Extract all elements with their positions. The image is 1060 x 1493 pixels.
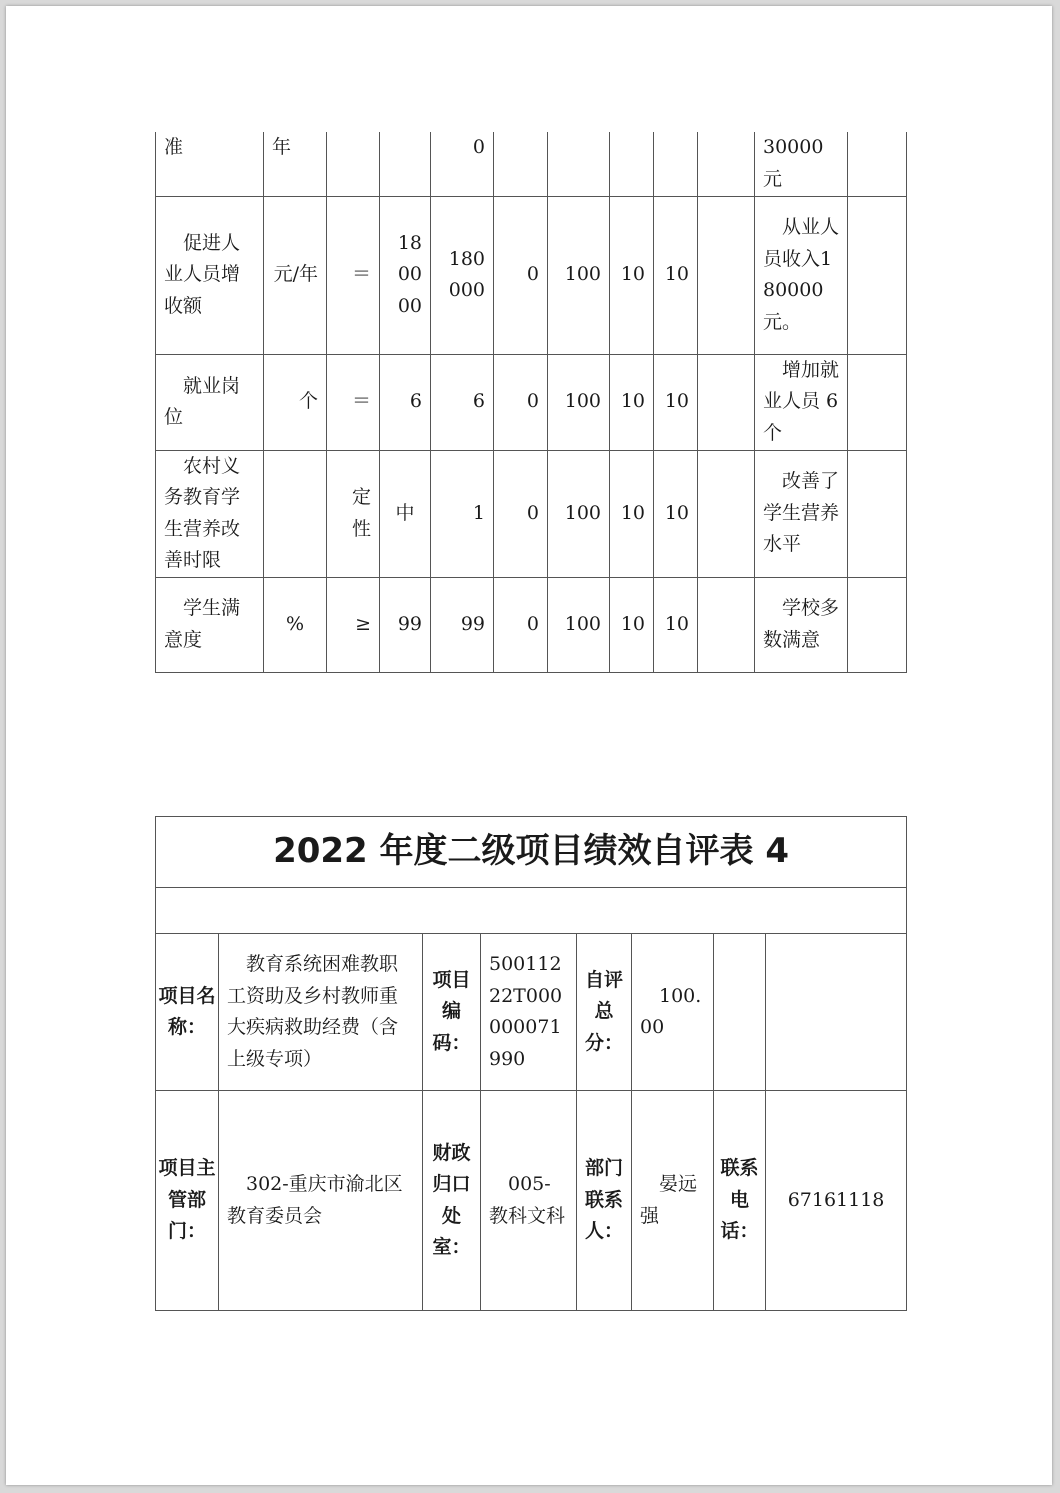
table-row [156, 132, 907, 196]
indicator-col7: 100 [548, 577, 610, 672]
indicator-col12 [848, 354, 907, 450]
form-title-row [156, 817, 907, 888]
project-code-value: 50011222T000000071990 [481, 934, 577, 1091]
indicator-col12 [848, 450, 907, 577]
indicator-col6: 0 [494, 577, 548, 672]
indicator-name: 学生满意度 [156, 577, 264, 672]
indicator-target: 6 [380, 354, 431, 450]
dept-value: 302-重庆市渝北区教育委员会 [219, 1091, 423, 1311]
blank-cell [156, 888, 907, 934]
indicator-col8 [610, 132, 654, 196]
indicator-col9: 10 [654, 450, 698, 577]
indicator-unit: % [264, 577, 327, 672]
indicator-actual: 180000 [431, 196, 494, 354]
dept-label: 项目主管部门： [156, 1091, 219, 1311]
indicator-note: 学校多数满意 [755, 577, 848, 672]
indicator-col8: 10 [610, 354, 654, 450]
indicator-name: 就业岗位 [156, 354, 264, 450]
indicator-operator: ＝ [327, 196, 380, 354]
indicator-note: 改善了学生营养水平 [755, 450, 848, 577]
empty-cell [714, 934, 766, 1091]
indicator-col7: 100 [548, 354, 610, 450]
self-score-value: 100.00 [632, 934, 714, 1091]
table-row [156, 196, 907, 354]
indicator-actual: 6 [431, 354, 494, 450]
finance-office-label: 财政归口处室： [423, 1091, 481, 1311]
form-blank-row [156, 888, 907, 934]
indicator-target: 99 [380, 577, 431, 672]
table-row [156, 1091, 907, 1311]
self-evaluation-form [155, 816, 907, 1311]
indicator-col6: 0 [494, 196, 548, 354]
indicator-col10 [698, 196, 755, 354]
indicator-unit [264, 450, 327, 577]
indicator-note: 30000元 [755, 132, 848, 196]
indicator-col12 [848, 132, 907, 196]
indicator-col8: 10 [610, 577, 654, 672]
indicator-col7 [548, 132, 610, 196]
indicator-col8: 10 [610, 450, 654, 577]
indicator-operator: ≥ [327, 577, 380, 672]
indicator-actual: 0 [431, 132, 494, 196]
project-name-label: 项目名称： [156, 934, 219, 1091]
indicator-col12 [848, 577, 907, 672]
indicator-col6: 0 [494, 450, 548, 577]
indicator-target [380, 132, 431, 196]
indicator-name: 农村义务教育学生营养改善时限 [156, 450, 264, 577]
indicator-col7: 100 [548, 196, 610, 354]
indicator-operator: ＝ [327, 354, 380, 450]
table-row [156, 354, 907, 450]
indicator-col7: 100 [548, 450, 610, 577]
form-title: 2022 年度二级项目绩效自评表 4 [156, 817, 907, 888]
indicator-col10 [698, 132, 755, 196]
contact-label: 部门联系人： [577, 1091, 632, 1311]
indicator-actual: 99 [431, 577, 494, 672]
indicator-col10 [698, 577, 755, 672]
indicator-unit: 元/年 [264, 196, 327, 354]
indicator-col8: 10 [610, 196, 654, 354]
phone-label: 联系电话： [714, 1091, 766, 1311]
indicator-col9 [654, 132, 698, 196]
table-row [156, 450, 907, 577]
phone-value: 67161118 [766, 1091, 907, 1311]
project-code-label: 项目编码： [423, 934, 481, 1091]
indicator-name: 准 [156, 132, 264, 196]
indicator-unit: 个 [264, 354, 327, 450]
indicator-col9: 10 [654, 196, 698, 354]
indicator-col9: 10 [654, 577, 698, 672]
indicator-col9: 10 [654, 354, 698, 450]
indicator-operator [327, 132, 380, 196]
self-score-label: 自评总分： [577, 934, 632, 1091]
table-row [156, 577, 907, 672]
indicator-target: 180000 [380, 196, 431, 354]
indicator-operator: 定性 [327, 450, 380, 577]
indicator-col12 [848, 196, 907, 354]
indicator-unit: 年 [264, 132, 327, 196]
performance-indicator-table [155, 132, 907, 673]
document-page [6, 6, 1052, 1485]
finance-office-value: 005-教科文科 [481, 1091, 577, 1311]
indicator-note: 增加就业人员 6 个 [755, 354, 848, 450]
project-name-value: 教育系统困难教职工资助及乡村教师重大疾病救助经费（含上级专项） [219, 934, 423, 1091]
indicator-col10 [698, 450, 755, 577]
empty-cell [766, 934, 907, 1091]
indicator-target: 中 [380, 450, 431, 577]
indicator-note: 从业人员收入180000元。 [755, 196, 848, 354]
indicator-col6 [494, 132, 548, 196]
indicator-actual: 1 [431, 450, 494, 577]
contact-value: 晏远强 [632, 1091, 714, 1311]
indicator-col6: 0 [494, 354, 548, 450]
indicator-col10 [698, 354, 755, 450]
table-row [156, 934, 907, 1091]
indicator-name: 促进人业人员增收额 [156, 196, 264, 354]
